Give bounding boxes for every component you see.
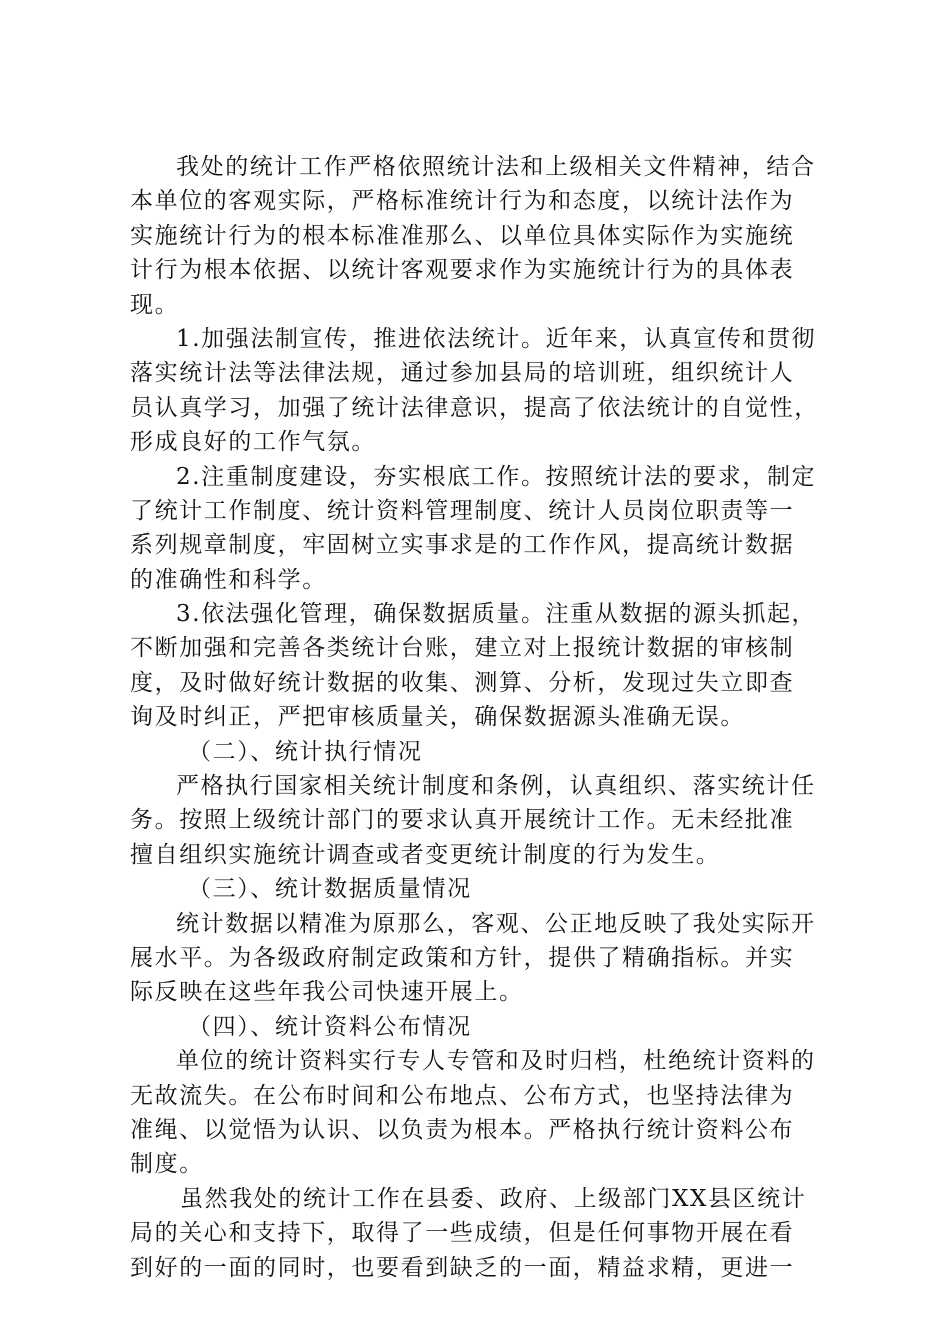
item-1-paragraph <box>130 322 830 460</box>
text-line: 不断加强和完善各类统计台账，建立对上报统计数据的审核制 <box>130 635 795 662</box>
text-line: 准绳、以觉悟为认识、以负责为根本。严格执行统计资料公布 <box>130 1116 795 1143</box>
section-heading-publication: （四）、统计资料公布情况 <box>188 1013 472 1040</box>
text-line: 本单位的客观实际，严格标准统计行为和态度，以统计法作为 <box>130 188 795 215</box>
text-line: 1.加强法制宣传，推进依法统计。近年来，认真宣传和贯彻 <box>176 325 817 352</box>
text-line: 单位的统计资料实行专人专管和及时归档，杜绝统计资料的 <box>176 1048 816 1075</box>
text-line: 2.注重制度建设，夯实根底工作。按照统计法的要求，制定 <box>176 463 817 490</box>
intro-paragraph <box>130 150 830 322</box>
text-line: 形成良好的工作气氛。 <box>130 429 376 456</box>
text-line: 到好的一面的同时，也要看到缺乏的一面，精益求精，更进一 <box>130 1254 795 1281</box>
data-quality-paragraph <box>130 907 830 1010</box>
text-line: 严格执行国家相关统计制度和条例，认真组织、落实统计任 <box>176 773 816 800</box>
conclusion-paragraph <box>130 1182 830 1285</box>
text-line: 无故流失。在公布时间和公布地点、公布方式，也坚持法律为 <box>130 1082 795 1109</box>
item-3-paragraph <box>130 597 830 735</box>
text-line: 的准确性和科学。 <box>130 566 327 593</box>
document-body <box>130 150 830 1285</box>
text-line: 制度。 <box>130 1151 204 1178</box>
text-line: 度，及时做好统计数据的收集、测算、分析，发现过失立即查 <box>130 669 795 696</box>
text-line: 系列规章制度，牢固树立实事求是的工作作风，提高统计数据 <box>130 532 795 559</box>
text-line: 现。 <box>130 291 180 318</box>
section-heading-data-quality: （三）、统计数据质量情况 <box>188 876 472 903</box>
text-line: 擅自组织实施统计调查或者变更统计制度的行为发生。 <box>130 841 721 868</box>
text-line: 落实统计法等法律法规，通过参加县局的培训班，组织统计人 <box>130 360 795 387</box>
execution-paragraph <box>130 769 830 872</box>
text-line: 展水平。为各级政府制定政策和方针，提供了精确指标。并实 <box>130 944 795 971</box>
item-2-paragraph <box>130 460 830 598</box>
section-heading-execution: （二）、统计执行情况 <box>188 738 423 765</box>
text-line: 实施统计行为的根本标准准那么、以单位具体实际作为实施统 <box>130 222 795 249</box>
text-line: 务。按照上级统计部门的要求认真开展统计工作。无未经批准 <box>130 807 795 834</box>
text-line: 了统计工作制度、统计资料管理制度、统计人员岗位职责等一 <box>130 497 795 524</box>
text-line: 虽然我处的统计工作在县委、政府、上级部门XX县区统计 <box>180 1185 807 1212</box>
text-line: 我处的统计工作严格依照统计法和上级相关文件精神，结合 <box>176 154 816 180</box>
text-line: 询及时纠正，严把审核质量关，确保数据源头准确无误。 <box>130 704 745 731</box>
text-line: 计行为根本依据、以统计客观要求作为实施统计行为的具体表 <box>130 257 795 284</box>
text-line: 3.依法强化管理，确保数据质量。注重从数据的源头抓起， <box>176 601 817 628</box>
publication-paragraph <box>130 1044 830 1182</box>
text-line: 局的关心和支持下，取得了一些成绩，但是任何事物开展在看 <box>130 1220 795 1247</box>
text-line: 统计数据以精准为原那么，客观、公正地反映了我处实际开 <box>176 910 816 937</box>
text-line: 际反映在这些年我公司快速开展上。 <box>130 979 524 1006</box>
text-line: 员认真学习，加强了统计法律意识，提高了依法统计的自觉性， <box>130 394 819 421</box>
